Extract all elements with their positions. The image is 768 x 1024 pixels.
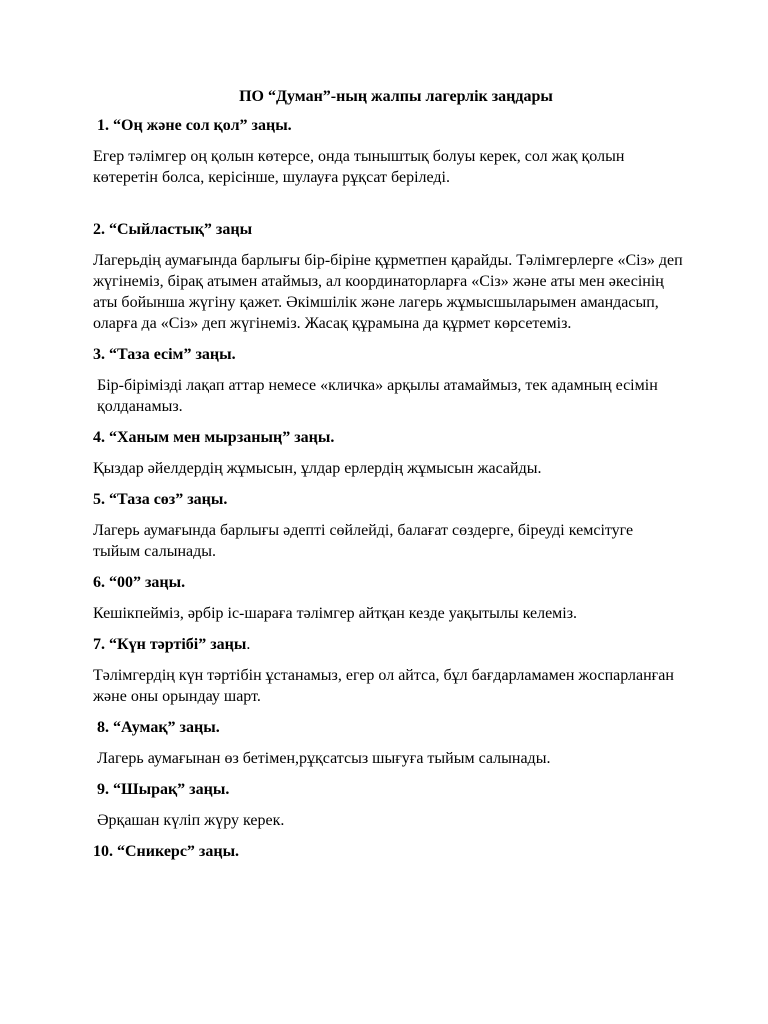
rule-heading-1: 1. “Оң және сол қол” заңы. xyxy=(97,117,292,134)
rule-text-8: Лагерь аумағынан өз бетімен,рұқсатсыз шығуға тыйым салынады. xyxy=(97,750,551,767)
rule-heading-5: 5. “Таза сөз” заңы. xyxy=(93,491,228,508)
rule-heading-3: 3. “Таза есім” заңы. xyxy=(93,346,236,363)
rule-heading-9: 9. “Шырақ” заңы. xyxy=(97,781,230,798)
rule-text-7: Тәлімгердің күн тәртібін ұстанамыз, егер ол айтса, бұл бағдарламамен жоспарланған және оны орындау шарт. xyxy=(93,667,674,705)
rule-text-5: Лагерь аумағында барлығы әдепті сөйлейді, балағат сөздерге, біреуді кемсітуге тыйым салынады. xyxy=(93,522,634,560)
rule-heading-7 xyxy=(93,634,683,655)
rule-heading-8: 8. “Аумақ” заңы. xyxy=(97,719,220,736)
rule-text-4: Қыздар әйелдердің жұмысын, ұлдар ерлердің жұмысын жасайды. xyxy=(93,460,542,477)
rule-heading-6: 6. “00” заңы. xyxy=(93,574,186,591)
rule-heading-7-label: 7. “Күн тәртібі” заңы xyxy=(93,636,247,653)
rule-text-6: Кешікпейміз, әрбір іс-шараға тәлімгер айтқан кезде уақытылы келеміз. xyxy=(93,605,578,622)
rule-text-3: Бір-бірімізді лақап аттар немесе «кличка» арқылы атамаймыз, тек адамның есімін қолданамыз. xyxy=(97,377,658,415)
rule-text-9: Әрқашан күліп жүру керек. xyxy=(97,812,285,829)
rule-heading-10: 10. “Сникерс” заңы. xyxy=(93,843,240,860)
rule-text-1: Егер тәлімгер оң қолын көтерсе, онда тыныштық болуы керек, сол жақ қолын көтеретін болса, керісінше, шулауға рұқсат беріледі. xyxy=(93,148,625,186)
rule-heading-4: 4. “Ханым мен мырзаның” заңы. xyxy=(93,429,335,446)
rule-heading-2: 2. “Сыйластық” заңы xyxy=(93,221,253,238)
rule-text-2: Лагерьдің аумағында барлығы бір-біріне құрметпен қарайды. Тәлімгерлерге «Сіз» деп жүгінеміз, бірақ атымен атаймыз, ал координаторларға «Сіз» және аты мен әкесінің аты бойынша жүгіну қажет. Әкімшілік және лагерь жұмысшыларымен амандасып, оларға да «Сіз» деп жүгінеміз. Жасақ құрамына да құрмет көрсетеміз. xyxy=(93,252,683,332)
rule-heading-7-suffix: . xyxy=(246,636,251,653)
document-title: ПО “Думан”-ның жалпы лагерлік заңдары xyxy=(239,88,553,105)
document-page xyxy=(93,86,683,872)
